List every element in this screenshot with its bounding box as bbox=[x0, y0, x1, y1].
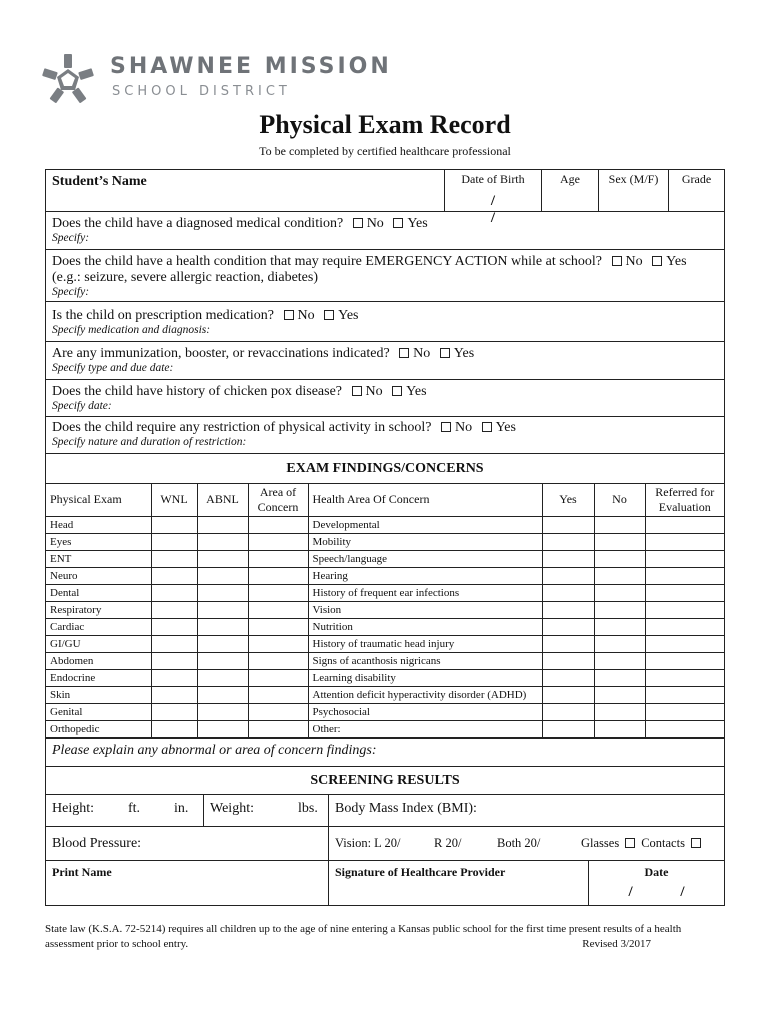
question-chicken-pox bbox=[46, 380, 724, 417]
dob-label: Date of Birth bbox=[461, 172, 525, 186]
yes-checkbox[interactable] bbox=[393, 218, 403, 228]
exam-item-label: Endocrine bbox=[46, 669, 151, 686]
exam-item-label: Genital bbox=[46, 703, 151, 720]
bmi-field[interactable] bbox=[329, 795, 724, 826]
state-law-text: State law (K.S.A. 72-5214) requires all children up to the age of nine entering a Kansas public school for the first time present results of a health assessment prior to school entry. bbox=[45, 923, 682, 950]
col-referred: Referred for Evaluation bbox=[645, 484, 724, 516]
wnl-cell[interactable] bbox=[151, 601, 197, 618]
question-text: Does the child require any restriction of physical activity in school? bbox=[52, 420, 432, 435]
provider-signature-row bbox=[46, 861, 724, 905]
question-immunization bbox=[46, 342, 724, 380]
no-label: No bbox=[625, 254, 643, 269]
health-area-label: History of traumatic head injury bbox=[308, 635, 542, 652]
referred-cell[interactable] bbox=[645, 533, 724, 550]
area-of-concern-cell[interactable] bbox=[248, 669, 308, 686]
page-title: Physical Exam Record bbox=[259, 110, 511, 139]
no-label: No bbox=[454, 420, 473, 435]
wnl-cell[interactable] bbox=[151, 652, 197, 669]
exam-item-label: Head bbox=[46, 516, 151, 533]
col-health-area: Health Area Of Concern bbox=[308, 484, 542, 516]
yes-cell[interactable] bbox=[542, 618, 594, 635]
health-area-label: Developmental bbox=[308, 516, 542, 533]
student-name-field[interactable] bbox=[46, 170, 445, 211]
area-of-concern-cell[interactable] bbox=[248, 533, 308, 550]
exam-table-row bbox=[46, 703, 724, 720]
yes-checkbox[interactable] bbox=[324, 310, 334, 320]
yes-label: Yes bbox=[453, 346, 475, 361]
area-of-concern-cell[interactable] bbox=[248, 686, 308, 703]
date-field[interactable] bbox=[589, 861, 724, 905]
question-example: (e.g.: seizure, severe allergic reaction, diabetes) bbox=[52, 270, 318, 285]
exam-table-row bbox=[46, 669, 724, 686]
col-wnl: WNL bbox=[151, 484, 197, 516]
exam-item-label: Neuro bbox=[46, 567, 151, 584]
col-abnl: ABNL bbox=[197, 484, 248, 516]
vision-field[interactable] bbox=[329, 827, 724, 860]
exam-table-row bbox=[46, 720, 724, 737]
no-checkbox[interactable] bbox=[612, 256, 622, 266]
yes-cell[interactable] bbox=[542, 652, 594, 669]
no-label: No bbox=[297, 308, 315, 323]
vision-left-label: Vision: L 20/ bbox=[335, 835, 401, 850]
referred-cell[interactable] bbox=[645, 567, 724, 584]
blood-pressure-field[interactable] bbox=[46, 827, 329, 860]
no-cell[interactable] bbox=[594, 550, 645, 567]
health-area-label: History of frequent ear infections bbox=[308, 584, 542, 601]
health-area-label: Signs of acanthosis nigricans bbox=[308, 652, 542, 669]
dob-slashes: / / bbox=[490, 193, 518, 226]
yes-cell[interactable] bbox=[542, 686, 594, 703]
referred-cell[interactable] bbox=[645, 720, 724, 737]
yes-checkbox[interactable] bbox=[652, 256, 662, 266]
area-of-concern-cell[interactable] bbox=[248, 584, 308, 601]
area-of-concern-cell[interactable] bbox=[248, 550, 308, 567]
wnl-cell[interactable] bbox=[151, 533, 197, 550]
col-physical-exam: Physical Exam bbox=[46, 484, 151, 516]
exam-item-label: Cardiac bbox=[46, 618, 151, 635]
height-field[interactable] bbox=[46, 795, 204, 826]
col-no: No bbox=[594, 484, 645, 516]
revised-date: Revised 3/2017 bbox=[582, 938, 651, 950]
question-medical-condition bbox=[46, 212, 724, 250]
referred-cell[interactable] bbox=[645, 686, 724, 703]
health-area-label: Hearing bbox=[308, 567, 542, 584]
pounds-unit: lbs. bbox=[298, 800, 318, 816]
no-cell[interactable] bbox=[594, 567, 645, 584]
referred-cell[interactable] bbox=[645, 601, 724, 618]
glasses-label: Glasses bbox=[581, 835, 620, 850]
abnl-cell[interactable] bbox=[197, 652, 248, 669]
district-header bbox=[40, 48, 420, 108]
bmi-label: Body Mass Index (BMI): bbox=[335, 800, 477, 816]
wnl-cell[interactable] bbox=[151, 550, 197, 567]
wnl-cell[interactable] bbox=[151, 567, 197, 584]
specify-label: Specify date: bbox=[52, 400, 112, 412]
yes-cell[interactable] bbox=[542, 516, 594, 533]
dob-field[interactable] bbox=[445, 170, 542, 226]
wnl-cell[interactable] bbox=[151, 516, 197, 533]
exam-item-label: Skin bbox=[46, 686, 151, 703]
height-label: Height: bbox=[52, 800, 94, 816]
no-cell[interactable] bbox=[594, 618, 645, 635]
signature-label: Signature of Healthcare Provider bbox=[335, 864, 506, 879]
vision-right-label: R 20/ bbox=[434, 835, 462, 850]
no-checkbox[interactable] bbox=[352, 386, 362, 396]
wnl-cell[interactable] bbox=[151, 584, 197, 601]
date-label: Date bbox=[644, 864, 669, 879]
signature-field[interactable] bbox=[329, 861, 589, 905]
yes-cell[interactable] bbox=[542, 635, 594, 652]
page-subtitle: To be completed by certified healthcare professional bbox=[259, 144, 511, 158]
exam-item-label: Respiratory bbox=[46, 601, 151, 618]
exam-item-label: Eyes bbox=[46, 533, 151, 550]
yes-label: Yes bbox=[407, 216, 428, 231]
no-checkbox[interactable] bbox=[353, 218, 363, 228]
col-yes: Yes bbox=[542, 484, 594, 516]
wnl-cell[interactable] bbox=[151, 635, 197, 652]
question-emergency-action bbox=[46, 250, 724, 302]
no-cell[interactable] bbox=[594, 533, 645, 550]
yes-cell[interactable] bbox=[542, 669, 594, 686]
area-of-concern-cell[interactable] bbox=[248, 720, 308, 737]
abnl-cell[interactable] bbox=[197, 669, 248, 686]
yes-cell[interactable] bbox=[542, 703, 594, 720]
weight-label: Weight: bbox=[210, 800, 254, 816]
exam-item-label: Orthopedic bbox=[46, 720, 151, 737]
yes-cell[interactable] bbox=[542, 584, 594, 601]
exam-table-header bbox=[46, 484, 724, 516]
specify-label: Specify medication and diagnosis: bbox=[52, 324, 211, 336]
abnl-cell[interactable] bbox=[197, 635, 248, 652]
wnl-cell[interactable] bbox=[151, 618, 197, 635]
specify-label: Specify: bbox=[52, 232, 90, 244]
corrective-lenses bbox=[581, 836, 705, 851]
abnl-cell[interactable] bbox=[197, 533, 248, 550]
health-area-label: Speech/language bbox=[308, 550, 542, 567]
health-area-label: Psychosocial bbox=[308, 703, 542, 720]
abnl-cell[interactable] bbox=[197, 516, 248, 533]
no-cell[interactable] bbox=[594, 703, 645, 720]
question-text: Does the child have a health condition that may require EMERGENCY ACTION while at school? bbox=[52, 254, 603, 269]
print-name-field[interactable] bbox=[46, 861, 329, 905]
specify-label: Specify nature and duration of restriction: bbox=[52, 436, 247, 448]
district-name: SHAWNEE MISSION bbox=[110, 54, 392, 79]
exam-item-label: Abdomen bbox=[46, 652, 151, 669]
referred-cell[interactable] bbox=[645, 516, 724, 533]
exam-findings-table-wrap bbox=[46, 484, 724, 739]
yes-checkbox[interactable] bbox=[482, 422, 492, 432]
no-cell[interactable] bbox=[594, 720, 645, 737]
contacts-label: Contacts bbox=[641, 835, 685, 850]
district-logo-icon bbox=[40, 52, 96, 108]
health-area-label: Attention deficit hyperactivity disorder (ADHD) bbox=[308, 686, 542, 703]
no-cell[interactable] bbox=[594, 686, 645, 703]
question-text: Does the child have a diagnosed medical condition? bbox=[52, 216, 344, 231]
no-checkbox[interactable] bbox=[441, 422, 451, 432]
no-checkbox[interactable] bbox=[399, 348, 409, 358]
referred-cell[interactable] bbox=[645, 635, 724, 652]
exam-table-row bbox=[46, 686, 724, 703]
abnl-cell[interactable] bbox=[197, 686, 248, 703]
abnl-cell[interactable] bbox=[197, 567, 248, 584]
wnl-cell[interactable] bbox=[151, 686, 197, 703]
sex-label: Sex (M/F) bbox=[608, 172, 659, 186]
sex-field[interactable] bbox=[599, 170, 669, 211]
no-cell[interactable] bbox=[594, 669, 645, 686]
exam-table-row bbox=[46, 635, 724, 652]
yes-cell[interactable] bbox=[542, 533, 594, 550]
area-of-concern-cell[interactable] bbox=[248, 652, 308, 669]
no-cell[interactable] bbox=[594, 652, 645, 669]
contacts-checkbox[interactable] bbox=[691, 838, 701, 848]
yes-cell[interactable] bbox=[542, 550, 594, 567]
health-area-label: Vision bbox=[308, 601, 542, 618]
exam-table-row bbox=[46, 618, 724, 635]
yes-label: Yes bbox=[666, 254, 687, 269]
grade-field[interactable] bbox=[669, 170, 724, 211]
yes-cell[interactable] bbox=[542, 567, 594, 584]
wnl-cell[interactable] bbox=[151, 703, 197, 720]
exam-table-row bbox=[46, 567, 724, 584]
question-prescription bbox=[46, 302, 724, 342]
referred-cell[interactable] bbox=[645, 652, 724, 669]
no-label: No bbox=[365, 384, 383, 399]
abnl-cell[interactable] bbox=[197, 584, 248, 601]
no-cell[interactable] bbox=[594, 516, 645, 533]
vision-both-label: Both 20/ bbox=[497, 835, 541, 850]
referred-cell[interactable] bbox=[645, 584, 724, 601]
col-area-of-concern: Area of Concern bbox=[248, 484, 308, 516]
inches-unit: in. bbox=[174, 800, 189, 816]
weight-field[interactable] bbox=[204, 795, 329, 826]
exam-findings-table bbox=[46, 484, 724, 738]
yes-checkbox[interactable] bbox=[440, 348, 450, 358]
exam-table-row bbox=[46, 516, 724, 533]
exam-table-row bbox=[46, 652, 724, 669]
no-label: No bbox=[413, 346, 431, 361]
no-cell[interactable] bbox=[594, 601, 645, 618]
no-cell[interactable] bbox=[594, 635, 645, 652]
question-text: Is the child on prescription medication? bbox=[52, 308, 274, 323]
exam-findings-heading: EXAM FINDINGS/CONCERNS bbox=[46, 454, 724, 484]
health-area-label: Mobility bbox=[308, 533, 542, 550]
yes-cell[interactable] bbox=[542, 720, 594, 737]
abnl-cell[interactable] bbox=[197, 703, 248, 720]
exam-table-row bbox=[46, 533, 724, 550]
exam-table-row bbox=[46, 601, 724, 618]
health-area-label: Nutrition bbox=[308, 618, 542, 635]
abnl-cell[interactable] bbox=[197, 618, 248, 635]
yes-checkbox[interactable] bbox=[392, 386, 402, 396]
print-name-label: Print Name bbox=[52, 864, 112, 879]
area-of-concern-cell[interactable] bbox=[248, 635, 308, 652]
blood-pressure-label: Blood Pressure: bbox=[52, 835, 142, 851]
screening-results-heading: SCREENING RESULTS bbox=[46, 767, 724, 795]
height-weight-row bbox=[46, 795, 724, 827]
yes-cell[interactable] bbox=[542, 601, 594, 618]
exam-item-label: ENT bbox=[46, 550, 151, 567]
wnl-cell[interactable] bbox=[151, 669, 197, 686]
explain-findings-field[interactable] bbox=[46, 739, 724, 767]
yes-label: Yes bbox=[406, 384, 427, 399]
bp-vision-row bbox=[46, 827, 724, 861]
yes-label: Yes bbox=[338, 308, 359, 323]
abnl-cell[interactable] bbox=[197, 550, 248, 567]
exam-table-row bbox=[46, 550, 724, 567]
district-subname: SCHOOL DISTRICT bbox=[112, 84, 291, 99]
age-field[interactable] bbox=[542, 170, 599, 211]
area-of-concern-cell[interactable] bbox=[248, 516, 308, 533]
abnl-cell[interactable] bbox=[197, 601, 248, 618]
question-text: Are any immunization, booster, or revaccinations indicated? bbox=[52, 346, 390, 361]
abnl-cell[interactable] bbox=[197, 720, 248, 737]
glasses-checkbox[interactable] bbox=[625, 838, 635, 848]
exam-table-body bbox=[46, 516, 724, 737]
specify-label: Specify: bbox=[52, 286, 90, 298]
referred-cell[interactable] bbox=[645, 618, 724, 635]
exam-form bbox=[45, 169, 725, 906]
question-activity-restriction bbox=[46, 417, 724, 454]
state-law-note bbox=[45, 922, 725, 952]
age-label: Age bbox=[560, 172, 580, 186]
exam-table-row bbox=[46, 584, 724, 601]
question-text: Does the child have history of chicken pox disease? bbox=[52, 384, 343, 399]
wnl-cell[interactable] bbox=[151, 720, 197, 737]
grade-label: Grade bbox=[681, 172, 712, 186]
no-cell[interactable] bbox=[594, 584, 645, 601]
area-of-concern-cell[interactable] bbox=[248, 618, 308, 635]
referred-cell[interactable] bbox=[645, 703, 724, 720]
health-area-label: Other: bbox=[308, 720, 542, 737]
student-name-label: Student’s Name bbox=[52, 174, 147, 189]
area-of-concern-cell[interactable] bbox=[248, 703, 308, 720]
exam-item-label: GI/GU bbox=[46, 635, 151, 652]
exam-item-label: Dental bbox=[46, 584, 151, 601]
date-slashes: / / bbox=[628, 883, 707, 900]
explain-findings-label: Please explain any abnormal or area of concern findings: bbox=[52, 742, 377, 758]
health-area-label: Learning disability bbox=[308, 669, 542, 686]
feet-unit: ft. bbox=[128, 800, 141, 816]
area-of-concern-cell[interactable] bbox=[248, 567, 308, 584]
area-of-concern-cell[interactable] bbox=[248, 601, 308, 618]
no-label: No bbox=[366, 216, 384, 231]
referred-cell[interactable] bbox=[645, 550, 724, 567]
specify-label: Specify type and due date: bbox=[52, 362, 174, 374]
referred-cell[interactable] bbox=[645, 669, 724, 686]
yes-label: Yes bbox=[495, 420, 516, 435]
no-checkbox[interactable] bbox=[284, 310, 294, 320]
